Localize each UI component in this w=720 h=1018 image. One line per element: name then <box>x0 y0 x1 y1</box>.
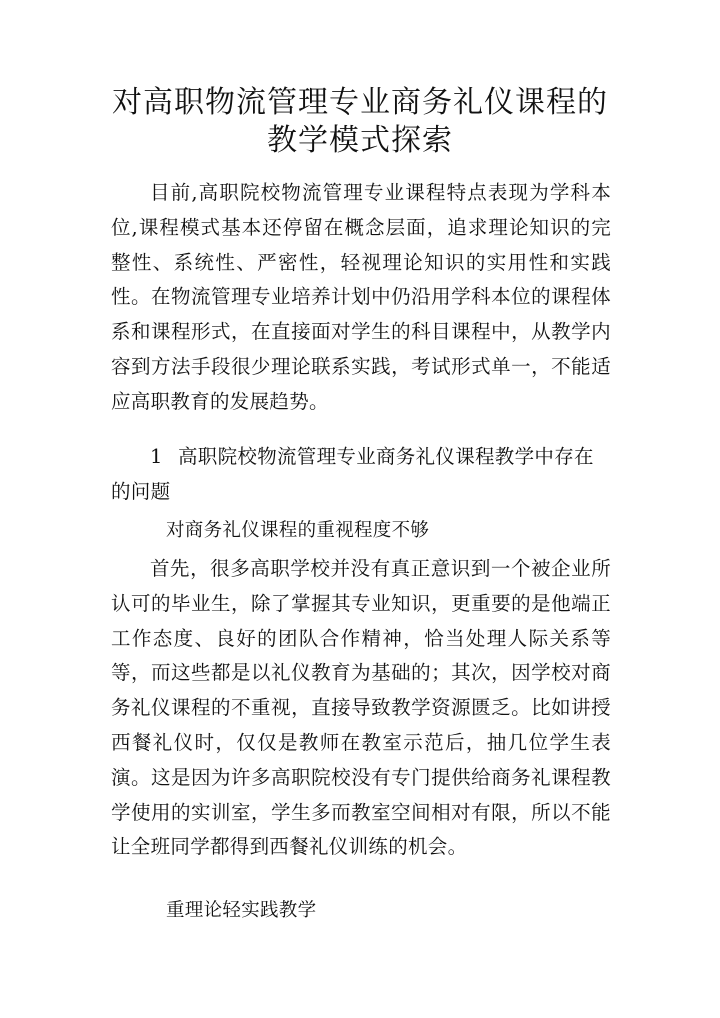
subsection-heading: 对商务礼仪课程的重视程度不够 <box>166 520 430 541</box>
subsection-paragraph: 首先，很多高职学校并没有真正意识到一个被企业所认可的毕业生，除了掌握其专业知识，更重要的是他端正工作态度、良好的团队合作精神，恰当处理人际关系等等，而这些都是以礼仪教育为基础的；其次，因学校对商务礼仪课程的不重视，直接导致教学资源匮乏。比如讲授西餐礼仪时，仅仅是教师在教室示范后，抽几位学生表演。这是因为许多高职院校没有专门提供给商务礼课程教学使用的实训室，学生多而教室空间相对有限，所以不能让全班同学都得到西餐礼仪训练的机会。 <box>111 557 611 859</box>
subsection-heading: 重理论轻实践教学 <box>166 900 317 921</box>
section-heading <box>111 440 611 510</box>
section-heading-text: 高职院校物流管理专业商务礼仪课程教学中存在的问题 <box>111 445 594 503</box>
section-number: 1 <box>150 445 163 468</box>
intro-paragraph: 目前,高职院校物流管理专业课程特点表现为学科本位,课程模式基本还停留在概念层面，追求理论知识的完整性、系统性、严密性，轻视理论知识的实用性和实践性。在物流管理专业培养计划中仍沿用学科本位的课程体系和课程形式，在直接面对学生的科目课程中，从教学内容到方法手段很少理论联系实践，考试形式单一，不能适应高职教育的发展趋势。 <box>111 181 611 413</box>
document-title: 对高职物流管理专业商务礼仪课程的教学模式探索 <box>112 85 608 158</box>
